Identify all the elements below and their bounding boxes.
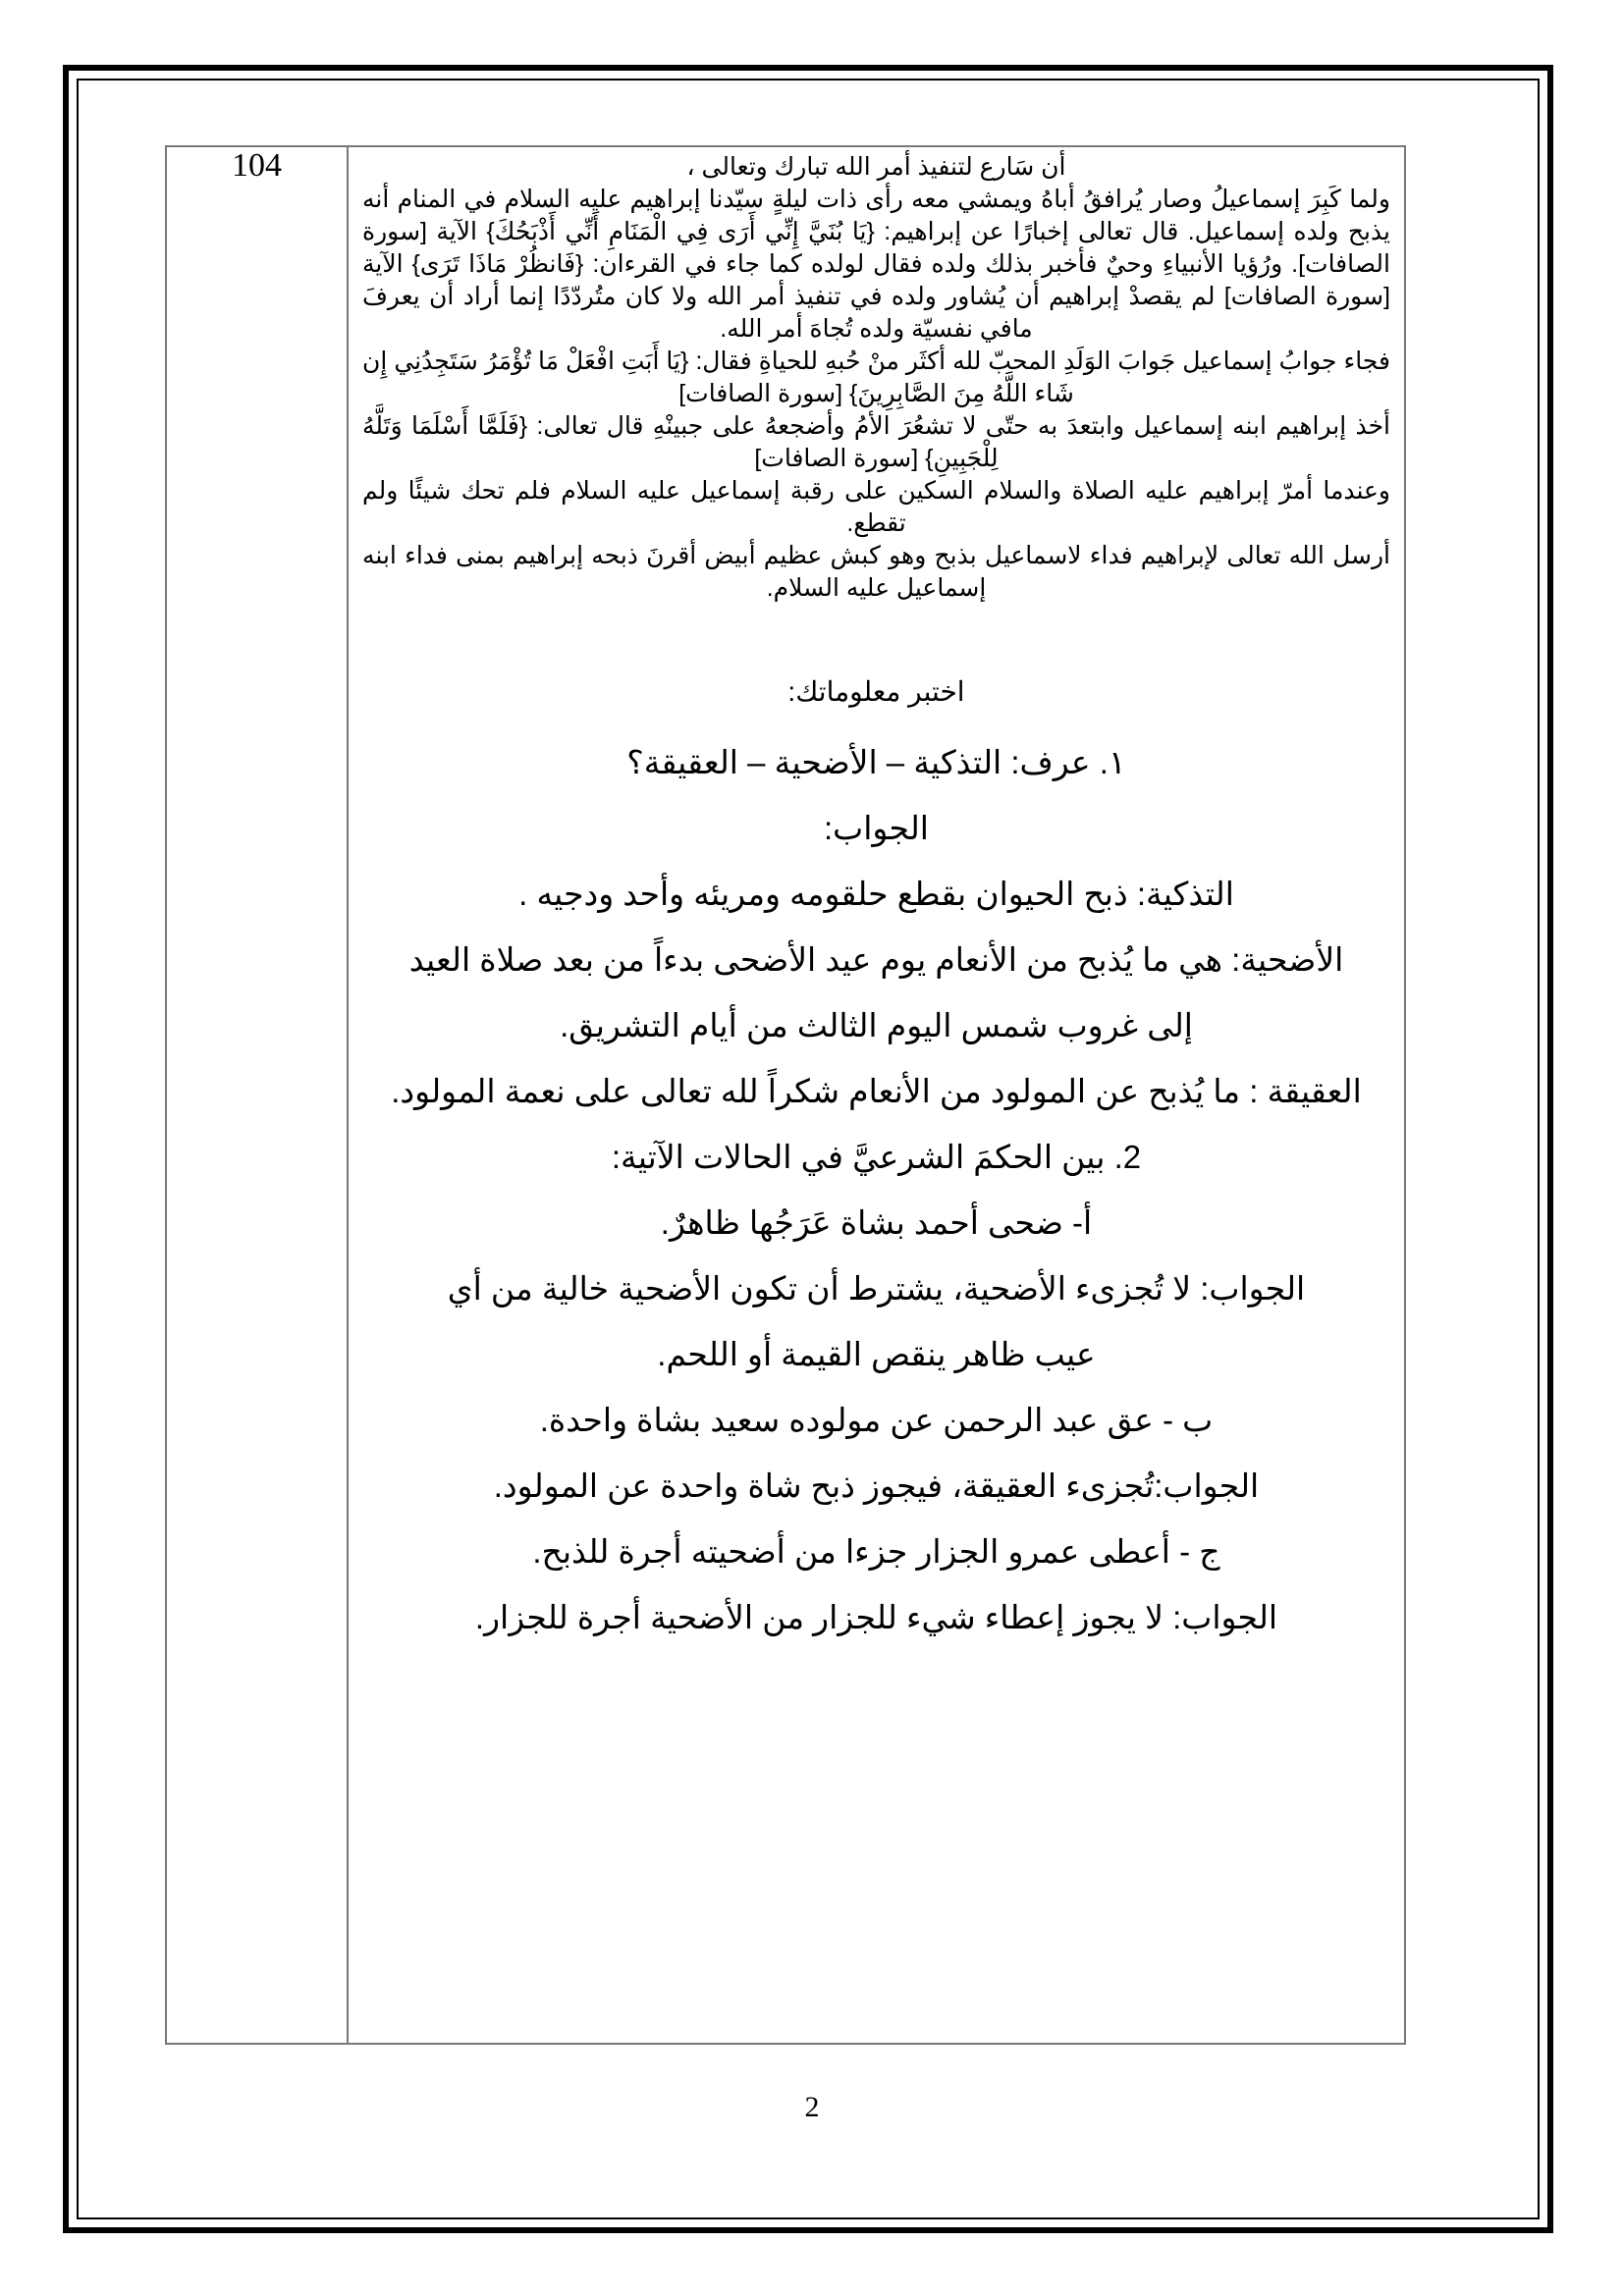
test-line: الجواب: [824, 810, 929, 846]
test-line: عيب ظاهر ينقص القيمة أو اللحم. [657, 1336, 1096, 1372]
lesson-content [349, 147, 1404, 1650]
test-line: ١. عرف: التذكية – الأضحية – العقيقة؟ [626, 744, 1126, 780]
test-line: ج - أعطى عمرو الجزار جزءا من أضحيته أجرة للذبح. [532, 1533, 1220, 1570]
lesson-number-cell [166, 146, 348, 2044]
test-line: الجواب:تُجزىء العقيقة، فيجوز ذبح شاة واحدة عن المولود. [493, 1468, 1260, 1504]
story-paragraph: أن سَارع لتنفيذ أمر الله تبارك وتعالى ، [686, 153, 1066, 181]
test-line: الجواب: لا يجوز إعطاء شيء للجزار من الأضحية أجرة للجزار. [474, 1599, 1278, 1635]
story-paragraph: أرسل الله تعالى لإبراهيم فداء لاسماعيل بذبح وهو كبش عظيم أبيض أقرنَ ذبحه إبراهيم بمنى فداء ابنه إسماعيل عليه السلام. [362, 542, 1390, 602]
test-line: العقيقة : ما يُذبح عن المولود من الأنعام شكراً لله تعالى على نعمة المولود. [391, 1073, 1362, 1109]
lesson-number: 104 [232, 147, 282, 184]
story-paragraph: فجاء جوابُ إسماعيل جَوابَ الوَلَدِ المحبّ لله أكثَر منْ حُبهِ للحياةِ فقال: {يَا أَبَتِ افْعَلْ مَا تُؤْمَرُ سَتَجِدُنِي إِن شَاء اللَّهُ مِنَ الصَّابِرِينَ} [سورة الصافات] [362, 347, 1390, 407]
test-heading: اختبر معلوماتك: [787, 676, 965, 707]
test-line: الأضحية: هي ما يُذبح من الأنعام يوم عيد الأضحى بدءاً من بعد صلاة العيد [408, 941, 1344, 978]
story-paragraph: ولما كَبِرَ إسماعيلُ وصار يُرافقُ أباهُ ويمشي معه رأى ذات ليلةٍ سيّدنا إبراهيم عليه السلام في المنام أنه يذبح ولده إسماعيل. قال تعالى إخبارًا عن إبراهيم: {يَا بُنَيَّ إِنِّي أَرَى فِي الْمَنَامِ أَنِّي أَذْبَحُكَ} الآية [سورة الصافات]. ورُؤيا الأنبياءِ وحيٌ فأخبر بذلك ولده فقال لولده كما جاء في القرءان: {فَانظُرْ مَاذَا تَرَى} الآية [سورة الصافات] لم يقصدْ إبراهيم أن يُشاور ولده في تنفيذ أمر الله ولا كان متُردّدًا إنما أراد أن يعرفَ مافي نفسيّة ولده تُجاهَ أمر الله. [362, 186, 1390, 343]
test-line: إلى غروب شمس اليوم الثالث من أيام التشريق. [560, 1007, 1193, 1043]
test-line: ب - عق عبد الرحمن عن مولوده سعيد بشاة واحدة. [539, 1402, 1214, 1438]
test-line: التذكية: ذبح الحيوان بقطع حلقومه ومريئه وأحد ودجيه . [518, 876, 1234, 912]
story-paragraph: أخذ إبراهيم ابنه إسماعيل وابتعدَ به حتّى لا تشعُرَ الأمُ وأضجعهُ على جبينْهِ قال تعالى: {فَلَمَّا أَسْلَمَا وَتَلَّهُ لِلْجَبِينِ} [سورة الصافات] [362, 412, 1390, 472]
page-number: 2 [804, 2091, 820, 2123]
lesson-content-cell [348, 146, 1405, 2044]
section-spacer [362, 605, 1390, 675]
test-line: 2. بين الحكمَ الشرعيَّ في الحالات الآتية: [611, 1139, 1142, 1175]
story-paragraph: وعندما أمرّ إبراهيم عليه الصلاة والسلام السكين على رقبة إسماعيل عليه السلام فلم تحك شيئًا ولم تقطع. [362, 477, 1390, 537]
lesson-row [166, 146, 1405, 2044]
test-line: الجواب: لا تُجزىء الأضحية، يشترط أن تكون الأضحية خالية من أي [447, 1270, 1306, 1307]
lesson-table [165, 145, 1406, 2045]
test-line: أ- ضحى أحمد بشاة عَرَجُها ظاهرٌ. [660, 1204, 1093, 1241]
